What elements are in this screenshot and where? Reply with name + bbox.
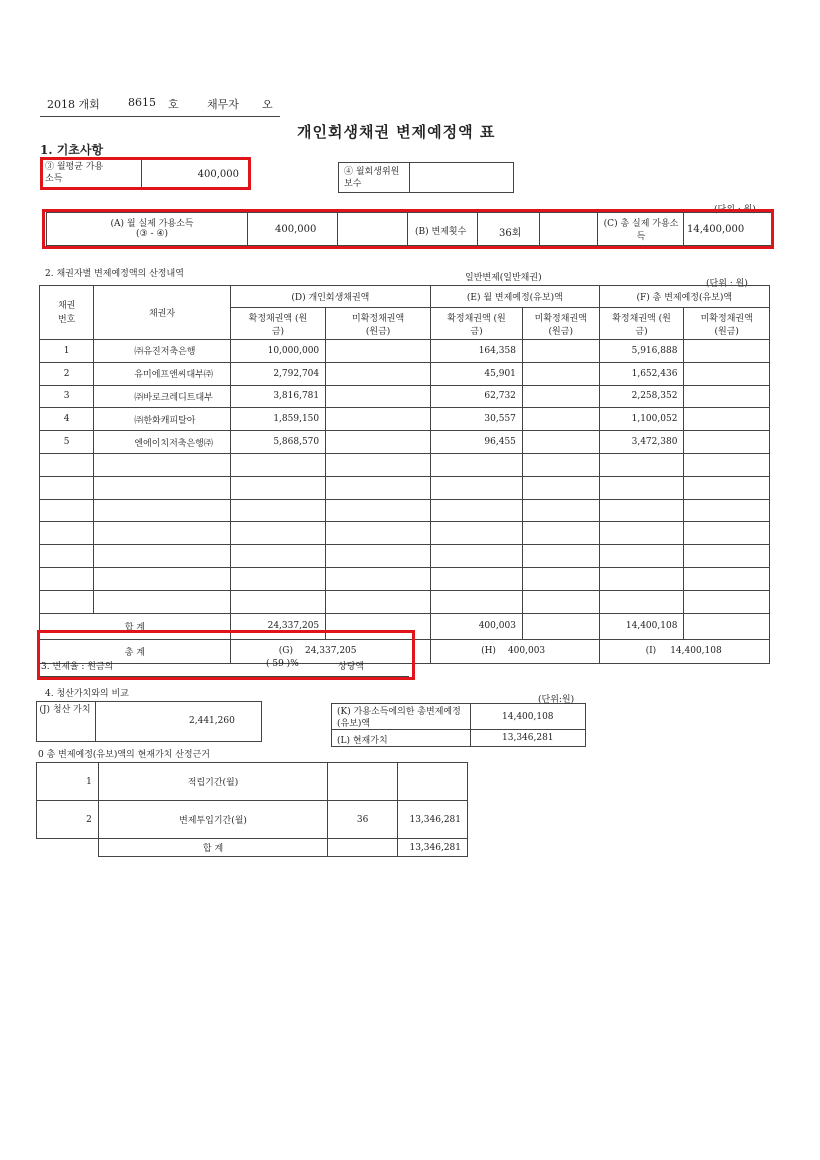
total-h: (H) 400,003 — [431, 639, 600, 663]
basis-months — [328, 763, 398, 801]
row-no — [40, 590, 94, 613]
sub-e-confirmed: 확정채권액 (원금) — [431, 308, 523, 340]
row-d-unconfirmed — [326, 545, 431, 568]
row-e-unconfirmed — [522, 453, 599, 476]
c-value: 14,400,000 — [687, 224, 745, 235]
row-d-confirmed — [230, 453, 325, 476]
subtotal-e: 400,003 — [431, 613, 523, 639]
row-d-unconfirmed — [326, 590, 431, 613]
row-d-confirmed — [230, 476, 325, 499]
row-f-confirmed — [599, 453, 684, 476]
row-creditor — [94, 453, 230, 476]
repayment-rate-suffix: 상당액 — [338, 662, 365, 672]
trustee-fee-box — [338, 162, 514, 193]
row-no — [40, 453, 94, 476]
row-e-unconfirmed — [522, 362, 599, 385]
basis-value: 13,346,281 — [398, 801, 468, 839]
col-creditor: 채권자 — [94, 286, 230, 340]
row-f-unconfirmed — [684, 362, 770, 385]
row-f-unconfirmed — [684, 340, 770, 363]
monthly-income-value: 400,000 — [197, 169, 239, 180]
basis-no: 2 — [37, 801, 99, 839]
row-no: 1 — [40, 340, 94, 363]
row-creditor — [94, 590, 230, 613]
row-f-unconfirmed — [684, 522, 770, 545]
row-no: 3 — [40, 385, 94, 408]
row-d-unconfirmed — [326, 522, 431, 545]
row-f-confirmed — [599, 545, 684, 568]
row-d-confirmed: 10,000,000 — [230, 340, 325, 363]
table-row — [40, 499, 770, 522]
a-value: 400,000 — [275, 224, 317, 235]
row-f-unconfirmed — [684, 567, 770, 590]
case-number: 8615 — [128, 96, 156, 109]
row-e-unconfirmed — [522, 408, 599, 431]
section5-heading: 0 총 변제예정(유보)액의 현재가치 산정근거 — [38, 750, 210, 760]
row-d-unconfirmed — [326, 476, 431, 499]
basis-months: 36 — [328, 801, 398, 839]
case-ho: 호 — [168, 98, 179, 111]
row-f-confirmed: 2,258,352 — [599, 385, 684, 408]
a-sub: (③ - ④) — [136, 229, 168, 239]
subtotal-f-unconfirmed — [684, 613, 770, 639]
basis-label: 적립기간(월) — [98, 763, 327, 801]
subtotal-d: 24,337,205 — [230, 613, 325, 639]
highlight-income-summary — [42, 209, 774, 249]
l-label: (L) 현재가치 — [337, 736, 388, 746]
present-value-box — [331, 703, 586, 747]
l-value: 13,346,281 — [502, 733, 554, 743]
total-i: (I) 14,400,108 — [599, 639, 769, 663]
col-f: (F) 총 변제예정(유보)액 — [599, 286, 769, 308]
table-row — [40, 431, 770, 454]
row-d-confirmed — [230, 545, 325, 568]
row-d-confirmed — [230, 522, 325, 545]
b-value: 36회 — [499, 228, 522, 239]
unit-label-1: (단위 : 원) — [714, 205, 756, 215]
debtor-label: 채무자 — [207, 98, 239, 111]
section4-heading: 4. 청산가치와의 비교 — [45, 689, 129, 699]
row-f-confirmed — [599, 499, 684, 522]
sub-e-unconfirmed: 미확정채권액 (원금) — [522, 308, 599, 340]
table-row — [40, 567, 770, 590]
row-d-unconfirmed — [326, 453, 431, 476]
row-d-confirmed: 5,868,570 — [230, 431, 325, 454]
table-row — [40, 476, 770, 499]
row-f-confirmed: 5,916,888 — [599, 340, 684, 363]
row-no: 5 — [40, 431, 94, 454]
row-f-unconfirmed — [684, 385, 770, 408]
row-e-unconfirmed — [522, 545, 599, 568]
monthly-income-label: ③ 월평균 가용소득 — [45, 162, 104, 184]
row-creditor: ㈜한화캐피탈아 — [94, 408, 230, 431]
unit-label-3: (단위:원) — [538, 695, 575, 705]
row-no — [40, 567, 94, 590]
col-d: (D) 개인회생채권액 — [230, 286, 430, 308]
row-e-unconfirmed — [522, 340, 599, 363]
row-f-confirmed — [599, 476, 684, 499]
total-label: 총 계 — [40, 639, 231, 663]
repayment-rate-label: 3. 변제율 : 원금의 — [41, 662, 114, 672]
row-creditor: 유미에프앤씨대부㈜ — [94, 362, 230, 385]
divider — [332, 729, 585, 730]
row-e-unconfirmed — [522, 385, 599, 408]
row-creditor — [94, 476, 230, 499]
section2-heading: 2. 채권자별 변제예정액의 산정내역 — [45, 269, 184, 279]
row-d-confirmed — [230, 590, 325, 613]
row-f-confirmed — [599, 522, 684, 545]
row-d-confirmed: 1,859,150 — [230, 408, 325, 431]
row-no — [40, 476, 94, 499]
row-no — [40, 522, 94, 545]
basis-value — [398, 763, 468, 801]
repayment-type: 일반변제(일반채권) — [465, 273, 542, 283]
row-e-confirmed — [431, 453, 523, 476]
row-e-unconfirmed — [522, 590, 599, 613]
row-f-confirmed — [599, 590, 684, 613]
row-e-confirmed — [431, 522, 523, 545]
row-e-confirmed: 45,901 — [431, 362, 523, 385]
row-e-unconfirmed — [522, 476, 599, 499]
row-d-confirmed — [230, 567, 325, 590]
row-d-unconfirmed — [326, 385, 431, 408]
basis-no: 1 — [37, 763, 99, 801]
subtotal-label: 합 계 — [40, 613, 231, 639]
row-f-confirmed: 1,100,052 — [599, 408, 684, 431]
row-no: 2 — [40, 362, 94, 385]
row-e-unconfirmed — [522, 567, 599, 590]
k-label: (K) 가용소득에의한 총변제예정(유보)액 — [337, 707, 461, 729]
total-g: (G) 24,337,205 — [230, 639, 430, 663]
basis-label: 변제투입기간(월) — [98, 801, 327, 839]
row-no — [40, 545, 94, 568]
j-label: (J) 청산 가치 — [39, 705, 91, 715]
table-row — [40, 408, 770, 431]
basis-total-blank — [37, 839, 99, 857]
liquidation-value-box — [36, 701, 262, 742]
row-d-unconfirmed — [326, 567, 431, 590]
k-value: 14,400,108 — [502, 712, 554, 722]
highlight-monthly-income — [40, 157, 251, 190]
divider — [409, 163, 410, 192]
row-f-unconfirmed — [684, 431, 770, 454]
basis-row — [37, 801, 468, 839]
sub-d-confirmed: 확정채권액 (원금) — [230, 308, 325, 340]
case-year: 2018 개회 — [47, 98, 100, 111]
row-creditor — [94, 499, 230, 522]
row-d-unconfirmed — [326, 362, 431, 385]
debtor-name: 오 — [262, 98, 273, 111]
row-d-confirmed: 3,816,781 — [230, 385, 325, 408]
c-label: (C) 총 실제 가용소득 — [603, 219, 679, 242]
row-f-unconfirmed — [684, 545, 770, 568]
row-e-confirmed — [431, 499, 523, 522]
sub-f-unconfirmed: 미확정채권액 (원금) — [684, 308, 770, 340]
table-row — [40, 453, 770, 476]
table-row — [40, 385, 770, 408]
row-e-unconfirmed — [522, 499, 599, 522]
row-no: 4 — [40, 408, 94, 431]
sub-d-unconfirmed: 미확정채권액 (원금) — [326, 308, 431, 340]
b-label: (B) 변제횟수 — [415, 227, 467, 237]
basis-total-value: 13,346,281 — [398, 839, 468, 857]
row-creditor — [94, 567, 230, 590]
row-f-unconfirmed — [684, 476, 770, 499]
table-row — [40, 340, 770, 363]
header-underline — [40, 116, 280, 117]
row-creditor: ㈜바로크레디트대부 — [94, 385, 230, 408]
basis-row — [37, 763, 468, 801]
row-f-unconfirmed — [684, 408, 770, 431]
repayment-rate-value: ( 59 )% — [266, 659, 299, 669]
divider — [95, 702, 96, 741]
table-row — [40, 522, 770, 545]
sub-f-confirmed: 확정채권액 (원금) — [599, 308, 684, 340]
subtotal-f: 14,400,108 — [599, 613, 684, 639]
row-e-confirmed: 62,732 — [431, 385, 523, 408]
row-d-unconfirmed — [326, 408, 431, 431]
row-e-confirmed: 96,455 — [431, 431, 523, 454]
row-e-confirmed — [431, 590, 523, 613]
a-label: (A) 월 실제 가용소득 — [110, 219, 194, 229]
table-row — [40, 590, 770, 613]
row-e-confirmed — [431, 545, 523, 568]
subtotal-e-unconfirmed — [522, 613, 599, 639]
row-e-confirmed: 164,358 — [431, 340, 523, 363]
col-no: 채권 번호 — [40, 286, 94, 340]
row-d-confirmed — [230, 499, 325, 522]
col-e: (E) 월 변제예정(유보)액 — [431, 286, 600, 308]
row-f-unconfirmed — [684, 499, 770, 522]
present-value-basis-table — [36, 762, 468, 857]
table-row — [40, 362, 770, 385]
trustee-fee-label: ④ 월회생위원 보수 — [344, 167, 400, 189]
page-title: 개인회생채권 변제예정액 표 — [297, 123, 496, 141]
table-row — [40, 545, 770, 568]
section1-heading: 1. 기초사항 — [40, 143, 104, 157]
unit-label-2: (단위 : 원) — [706, 279, 748, 289]
row-f-confirmed: 1,652,436 — [599, 362, 684, 385]
row-e-confirmed: 30,557 — [431, 408, 523, 431]
row-e-confirmed — [431, 476, 523, 499]
basis-total-months — [328, 839, 398, 857]
row-d-unconfirmed — [326, 499, 431, 522]
row-no — [40, 499, 94, 522]
creditor-table — [39, 285, 770, 664]
row-e-unconfirmed — [522, 522, 599, 545]
row-creditor — [94, 545, 230, 568]
j-value: 2,441,260 — [189, 716, 235, 726]
divider — [470, 704, 471, 746]
row-creditor: ㈜유진저축은행 — [94, 340, 230, 363]
row-creditor: 엔에이치저축은행㈜ — [94, 431, 230, 454]
basis-total-label: 합 계 — [98, 839, 327, 857]
row-d-unconfirmed — [326, 431, 431, 454]
highlight-total-rate — [37, 630, 415, 680]
row-d-unconfirmed — [326, 340, 431, 363]
row-f-confirmed — [599, 567, 684, 590]
row-f-confirmed: 3,472,380 — [599, 431, 684, 454]
row-f-unconfirmed — [684, 590, 770, 613]
row-d-confirmed: 2,792,704 — [230, 362, 325, 385]
row-e-confirmed — [431, 567, 523, 590]
row-e-unconfirmed — [522, 431, 599, 454]
row-f-unconfirmed — [684, 453, 770, 476]
row-creditor — [94, 522, 230, 545]
